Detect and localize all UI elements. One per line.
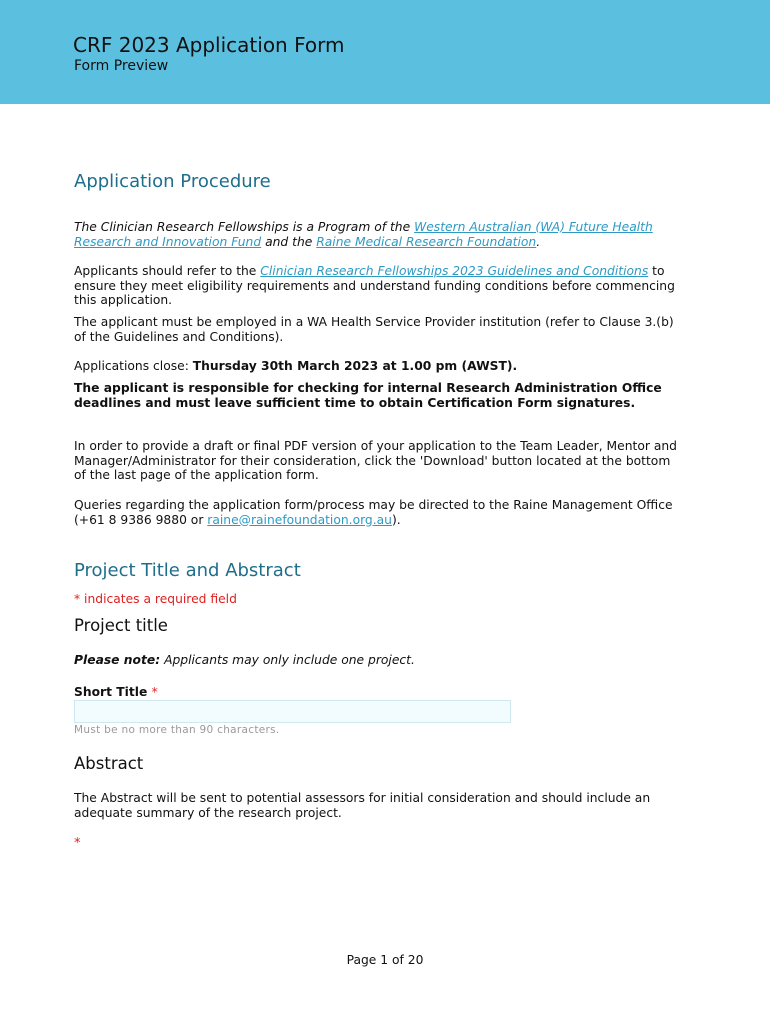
please-note-text: Applicants may only include one project. [160, 653, 415, 667]
intro-text-post: . [536, 234, 541, 249]
queries-text-pre: Queries regarding the application form/process may be directed to the Raine Management Office (+61 8 9386 9880 or [74, 498, 673, 527]
short-title-label [74, 685, 158, 699]
close-paragraph [74, 359, 684, 374]
please-note-paragraph [74, 653, 684, 668]
form-header [0, 0, 770, 104]
queries-paragraph [74, 498, 684, 527]
short-title-helper: Must be no more than 90 characters. [74, 724, 280, 736]
refer-paragraph [74, 264, 684, 308]
please-note-label: Please note: [74, 653, 161, 667]
form-subtitle: Form Preview [74, 58, 169, 74]
refer-text-post: to ensure they meet eligibility requirements and understand funding conditions before commencing this application. [74, 264, 675, 308]
close-date: Thursday 30th March 2023 at 1.00 pm (AWST). [192, 359, 518, 373]
raine-email-link[interactable]: raine@rainefoundation.org.au [207, 512, 392, 527]
queries-text-post: ). [391, 512, 401, 527]
required-field-note: * indicates a required field [74, 592, 237, 606]
form-title: CRF 2023 Application Form [73, 33, 345, 57]
abstract-required-star: * [74, 836, 81, 851]
required-star: * [151, 685, 158, 699]
short-title-label-text: Short Title [74, 685, 148, 699]
abstract-heading: Abstract [74, 754, 144, 773]
download-paragraph: In order to provide a draft or final PDF version of your application to the Team Leader, Mentor and Manager/Administrator for their consideration, click the 'Download' button located at the bottom of the last page of the application form. [74, 439, 677, 483]
page-number: Page 1 of 20 [346, 953, 424, 967]
section-heading-project: Project Title and Abstract [74, 560, 301, 581]
guidelines-link[interactable]: Clinician Research Fellowships 2023 Guidelines and Conditions [260, 264, 649, 278]
raine-foundation-link[interactable]: Raine Medical Research Foundation [316, 234, 537, 249]
short-title-input[interactable] [74, 700, 511, 723]
project-title-heading: Project title [74, 616, 168, 635]
abstract-description: The Abstract will be sent to potential assessors for initial consideration and should include an adequate summary of the research project. [74, 791, 651, 820]
close-text-pre: Applications close: [74, 359, 193, 373]
refer-text-pre: Applicants should refer to the [74, 264, 261, 278]
intro-text-mid: and the [261, 234, 317, 249]
responsibility-paragraph: The applicant is responsible for checking for internal Research Administration Office deadlines and must leave sufficient time to obtain Certification Form signatures. [74, 381, 662, 410]
section-heading-procedure: Application Procedure [74, 171, 271, 192]
intro-paragraph [74, 220, 684, 249]
wa-fund-link[interactable]: Western Australian (WA) Future Health Research and Innovation Fund [74, 220, 653, 249]
intro-text-pre: The Clinician Research Fellowships is a Program of the [74, 220, 415, 234]
employment-paragraph: The applicant must be employed in a WA Health Service Provider institution (refer to Clause 3.(b) of the Guidelines and Conditions). [74, 315, 674, 344]
